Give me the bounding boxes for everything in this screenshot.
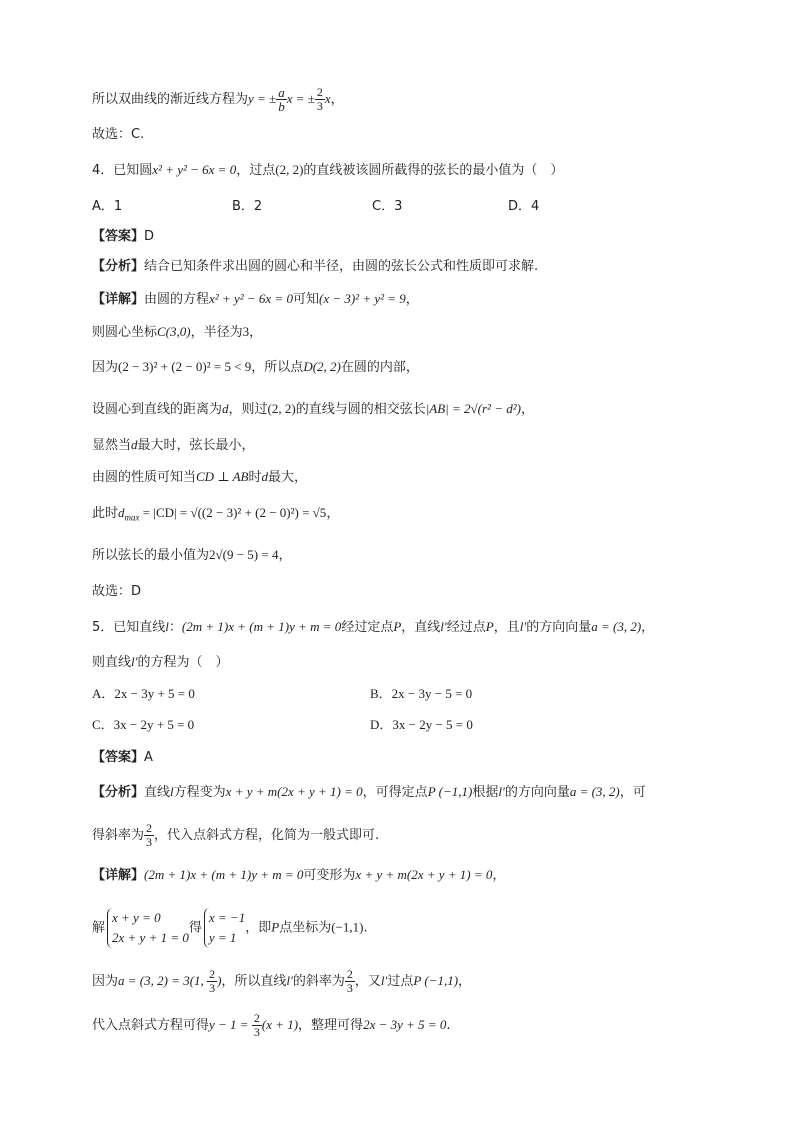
text: ，半径为 (190, 325, 243, 340)
fraction (207, 968, 217, 995)
analysis-tag: 【分析】 (92, 259, 145, 274)
numerator: a (278, 85, 285, 100)
chord-line (92, 399, 534, 420)
question-4 (92, 160, 563, 181)
fraction (144, 822, 154, 849)
numerator: 2 (253, 1011, 260, 1025)
text: ，所以点 (251, 360, 304, 375)
q5-analysis (92, 782, 646, 803)
math: (2m + 1)x + (m + 1)y + m = 0 (181, 619, 342, 634)
text: 的直线与圆的相交弦长 (295, 402, 426, 417)
text: ， (326, 506, 340, 521)
math: l (170, 784, 174, 799)
text: 得 (188, 920, 202, 936)
equation: 2x + y + 1 = 0 (112, 930, 189, 945)
numerator: 2 (316, 85, 323, 99)
math: (2 − 3)² + (2 − 0)² = 5 < 9 (118, 359, 252, 374)
math: y − 1 = (209, 1017, 252, 1032)
math: l′ (519, 619, 527, 634)
subscript: max (124, 512, 140, 523)
math: |AB| = 2√(r² − d²) (425, 401, 521, 416)
math: P (−1,1) (413, 973, 459, 988)
answer-value: D (144, 229, 155, 244)
text: . (446, 1018, 451, 1033)
math: 3 (242, 324, 250, 339)
text: 点坐标为 (279, 920, 332, 936)
choice-line: 故选：C. (92, 127, 145, 142)
text: 最大， (267, 470, 307, 485)
fraction (315, 86, 325, 113)
math: P (393, 619, 402, 634)
math: l′ (440, 619, 447, 634)
text: ，代入点斜式方程，化简为一般式即可. (154, 828, 380, 843)
text: 因为 (92, 974, 119, 989)
final-line (92, 1012, 451, 1039)
denominator: 3 (253, 1025, 260, 1039)
math: x (324, 91, 331, 106)
math: x + y + m(2x + y + 1) = 0 (225, 784, 363, 799)
math: x + y + m(2x + y + 1) = 0 (355, 867, 493, 882)
detail-tag: 【详解】 (92, 868, 145, 883)
q4-option-b: B．2 (232, 199, 263, 214)
math: d (222, 401, 229, 416)
denominator: 3 (346, 981, 353, 995)
text: 可变形为 (303, 868, 356, 883)
text: 过点 (387, 974, 414, 989)
math: D(2, 2) (303, 359, 341, 374)
text: 的方向向量 (504, 785, 570, 800)
asymptote-line (92, 86, 344, 113)
numerator: 2 (346, 967, 353, 981)
text: 经过点 (446, 620, 486, 635)
question-5 (92, 617, 654, 638)
text: ， (249, 325, 263, 340)
q5-detail (92, 865, 505, 886)
text: ，且 (493, 620, 520, 635)
text: 的方程为（ ） (137, 655, 229, 670)
text: ： (168, 620, 182, 635)
math: 2x − 3y + 5 = 0 (363, 1017, 447, 1032)
text: ， (330, 92, 344, 107)
text: ，又 (354, 974, 381, 989)
math: a = (3, 2) = 3(1, (118, 973, 208, 988)
math: a = (3, 2) (591, 619, 642, 634)
math: P (271, 919, 280, 935)
text: 方程变为 (173, 785, 226, 800)
text: ， (458, 974, 472, 989)
answer-tag: 【答案】 (92, 750, 145, 765)
q5-analysis-cont (92, 822, 379, 849)
math: P (485, 619, 494, 634)
math: C(3,0) (157, 324, 191, 339)
text: 最大时，弦长最小， (137, 438, 255, 453)
math: ) (217, 973, 222, 988)
text: 经过定点 (341, 620, 394, 635)
math: = |CD| = √((2 − 3)² + (2 − 0)²) = √5 (139, 505, 327, 520)
detail-tag: 【详解】 (92, 292, 145, 307)
text: 在圆的内部， (340, 360, 419, 375)
text: ， (492, 868, 506, 883)
math: d (118, 505, 125, 520)
analysis-text: 结合已知条件求出圆的圆心和半径，由圆的弦长公式和性质即可求解. (144, 259, 539, 274)
denominator: 3 (146, 835, 153, 849)
equation: x + y = 0 (112, 910, 161, 925)
text: 可知 (292, 292, 319, 307)
q5-option-d: D．3x − 2y − 5 = 0 (370, 717, 473, 732)
text: ，可 (619, 785, 646, 800)
text: . (363, 920, 368, 936)
text: ，即 (245, 920, 272, 936)
analysis-tag: 【分析】 (92, 785, 145, 800)
q4-detail (92, 289, 419, 310)
math: l′ (131, 654, 138, 669)
math: d (261, 469, 268, 484)
q4-analysis (92, 257, 538, 277)
math: l′ (380, 973, 388, 988)
text: 则直线 (92, 655, 132, 670)
text: ，可得定点 (362, 785, 428, 800)
max-d-line (92, 435, 255, 456)
text: 所以双曲线的渐近线方程为 (92, 92, 249, 107)
q5-option-c: C．3x − 2y + 5 = 0 (92, 717, 195, 732)
text: 所以弦长的最小值为 (92, 548, 210, 563)
dmax-line (92, 503, 339, 528)
question-5-cont (92, 652, 229, 673)
math: (2, 2) (275, 162, 304, 177)
center-line (92, 322, 262, 343)
math: d (131, 437, 138, 452)
text: 显然当 (92, 438, 132, 453)
math: x² + y² − 6x = 0 (209, 291, 293, 306)
text: 根据 (472, 785, 499, 800)
denominator: 3 (316, 99, 323, 113)
math: l (165, 619, 169, 634)
answer-tag: 【答案】 (92, 229, 145, 244)
text: 设圆心到直线的距离为 (92, 402, 223, 417)
numerator: 2 (209, 967, 216, 981)
property-line (92, 467, 307, 488)
text: ，所以直线 (221, 974, 287, 989)
q5-system (92, 908, 368, 948)
text: 的方向向量 (526, 620, 592, 635)
q5-option-a: A．2x − 3y + 5 = 0 (92, 686, 195, 701)
math: a = (3, 2) (569, 784, 620, 799)
numerator: 2 (146, 821, 153, 835)
equation: x = −1 (208, 910, 246, 925)
text: ， (641, 620, 655, 635)
text: ，直线 (401, 620, 441, 635)
text: ，则过 (228, 402, 268, 417)
text: ， (405, 292, 419, 307)
text: 代入点斜式方程可得 (92, 1018, 210, 1033)
choice-line: 故选：D (92, 584, 142, 599)
math: (x + 1) (261, 1017, 299, 1032)
text: 此时 (92, 506, 119, 521)
fraction (252, 1012, 262, 1039)
q5-answer (92, 748, 153, 768)
math: x² + y² − 6x = 0 (152, 162, 237, 177)
math: x = ± (286, 91, 315, 106)
math: P (−1,1) (427, 784, 473, 799)
inside-line (92, 357, 419, 378)
q4-option-d: D．4 (508, 199, 540, 214)
math: l′ (286, 973, 293, 988)
text: 直线 (144, 785, 171, 800)
equation-system (107, 908, 189, 948)
math: 2√(9 − 5) = 4 (209, 547, 279, 562)
text: 4．已知圆 (92, 163, 153, 178)
text: 的斜率为 (292, 974, 345, 989)
fraction (345, 968, 355, 995)
math: y = ± (248, 91, 277, 106)
text: 时 (248, 470, 262, 485)
solution-system (204, 908, 245, 948)
text: 则圆心坐标 (92, 325, 158, 340)
text: 解 (92, 920, 106, 936)
text: 由圆的方程 (144, 292, 210, 307)
q5-option-b: B．2x − 3y − 5 = 0 (370, 686, 473, 701)
text: ， (520, 402, 534, 417)
math: (−1,1) (331, 919, 364, 935)
text: 得斜率为 (92, 828, 145, 843)
q4-option-c: C．3 (372, 199, 403, 214)
math: (2, 2) (267, 401, 296, 416)
text: 由圆的性质可知当 (92, 470, 197, 485)
math: CD ⊥ AB (196, 469, 249, 484)
answer-value: A (144, 750, 153, 765)
math: (x − 3)² + y² = 9 (318, 291, 406, 306)
slope-line (92, 968, 471, 995)
text: 5．已知直线 (92, 620, 166, 635)
text: 的直线被该圆所截得的弦长的最小值为（ ） (303, 163, 564, 178)
fraction (276, 86, 287, 113)
text: ， (278, 548, 292, 563)
text: ，过点 (236, 163, 276, 178)
text: ，整理可得 (298, 1018, 364, 1033)
min-chord-line (92, 545, 292, 566)
q4-option-a: A．1 (92, 199, 123, 214)
math: l′ (498, 784, 505, 799)
math: (2m + 1)x + (m + 1)y + m = 0 (144, 867, 304, 882)
equation: y = 1 (208, 930, 237, 945)
text: 因为 (92, 360, 119, 375)
denominator: 3 (209, 981, 216, 995)
q4-answer (92, 227, 154, 247)
denominator: b (278, 99, 285, 114)
